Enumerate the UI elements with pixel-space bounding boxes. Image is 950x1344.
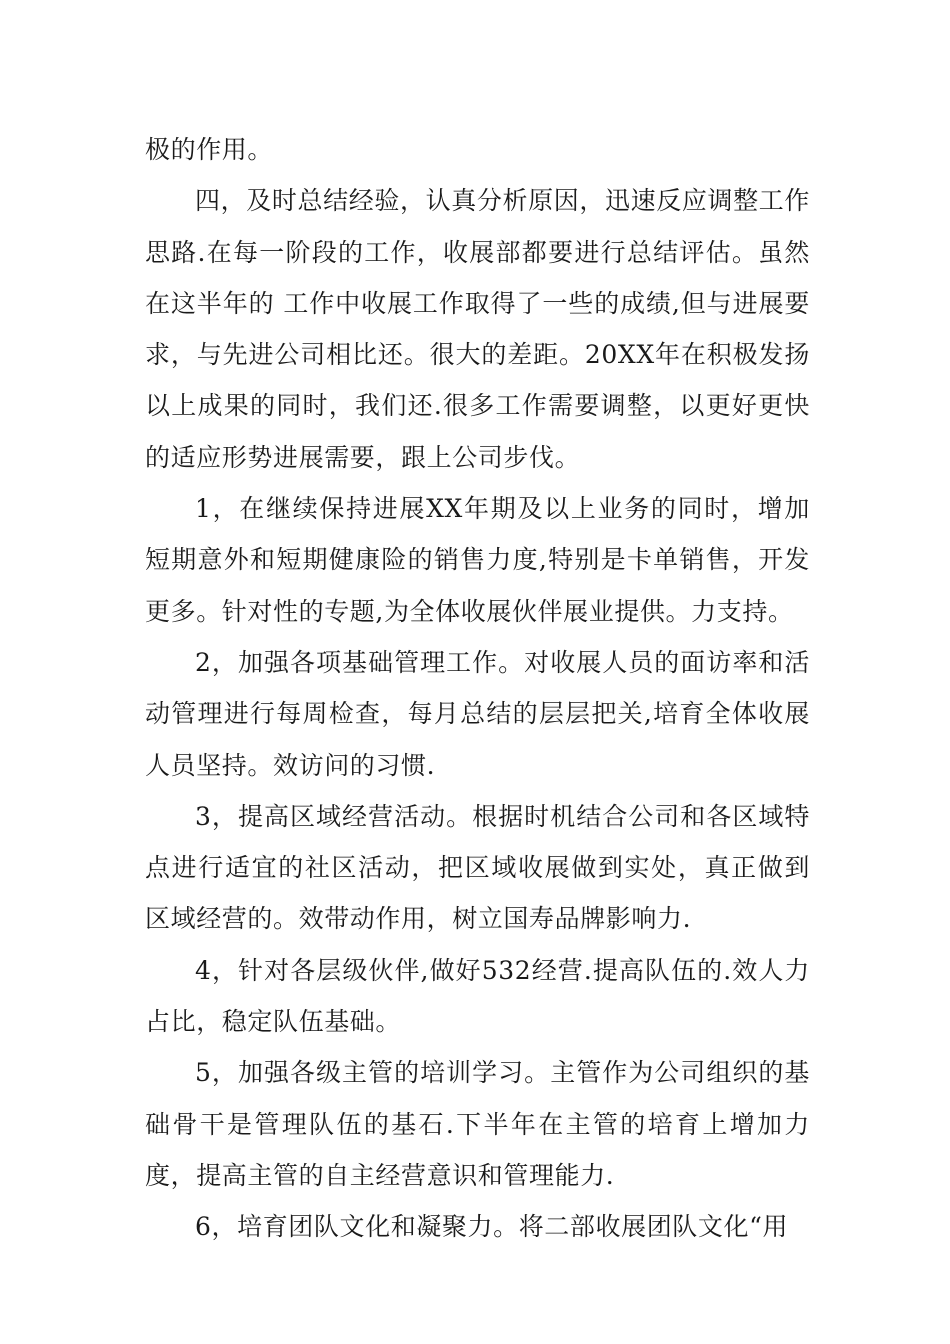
paragraph-item-1: 1，在继续保持进展XX年期及以上业务的同时，增加短期意外和短期健康险的销售力度,特别是卡单销售，开发更多。针对性的专题,为全体收展伙伴展业提供。力支持。 <box>145 494 810 626</box>
paragraph-section-four: 四，及时总结经验，认真分析原因，迅速反应调整工作思路.在每一阶段的工作，收展部都要进行总结评估。虽然在这半年的 工作中收展工作取得了一些的成绩,但与进展要求，与先进公司相比还。很大的差距。20XX年在积极发扬以上成果的同时，我们还.很多工作需要调整，以更好更快的适应形势进展需要，跟上公司步伐。 <box>145 186 810 472</box>
paragraph-item-6: 6，培育团队文化和凝聚力。将二部收展团队文化“用 <box>195 1212 789 1242</box>
paragraph-item-3: 3，提高区域经营活动。根据时机结合公司和各区域特点进行适宜的社区活动，把区域收展做到实处，真正做到区域经营的。效带动作用，树立国寿品牌影响力. <box>145 801 810 934</box>
paragraph-item-2: 2，加强各项基础管理工作。对收展人员的面访率和活动管理进行每周检查，每月总结的层层把关,培育全体收展人员坚持。效访问的习惯. <box>145 647 810 780</box>
document-body <box>145 124 810 1253</box>
paragraph-continuation: 极的作用。 <box>145 135 274 164</box>
paragraph-item-5: 5，加强各级主管的培训学习。主管作为公司组织的基础骨干是管理队伍的基石.下半年在主管的培育上增加力度，提高主管的自主经营意识和管理能力. <box>145 1058 810 1190</box>
paragraph-item-4: 4，针对各层级伙伴,做好532经营.提高队伍的.效人力占比，稳定队伍基础。 <box>145 955 810 1037</box>
